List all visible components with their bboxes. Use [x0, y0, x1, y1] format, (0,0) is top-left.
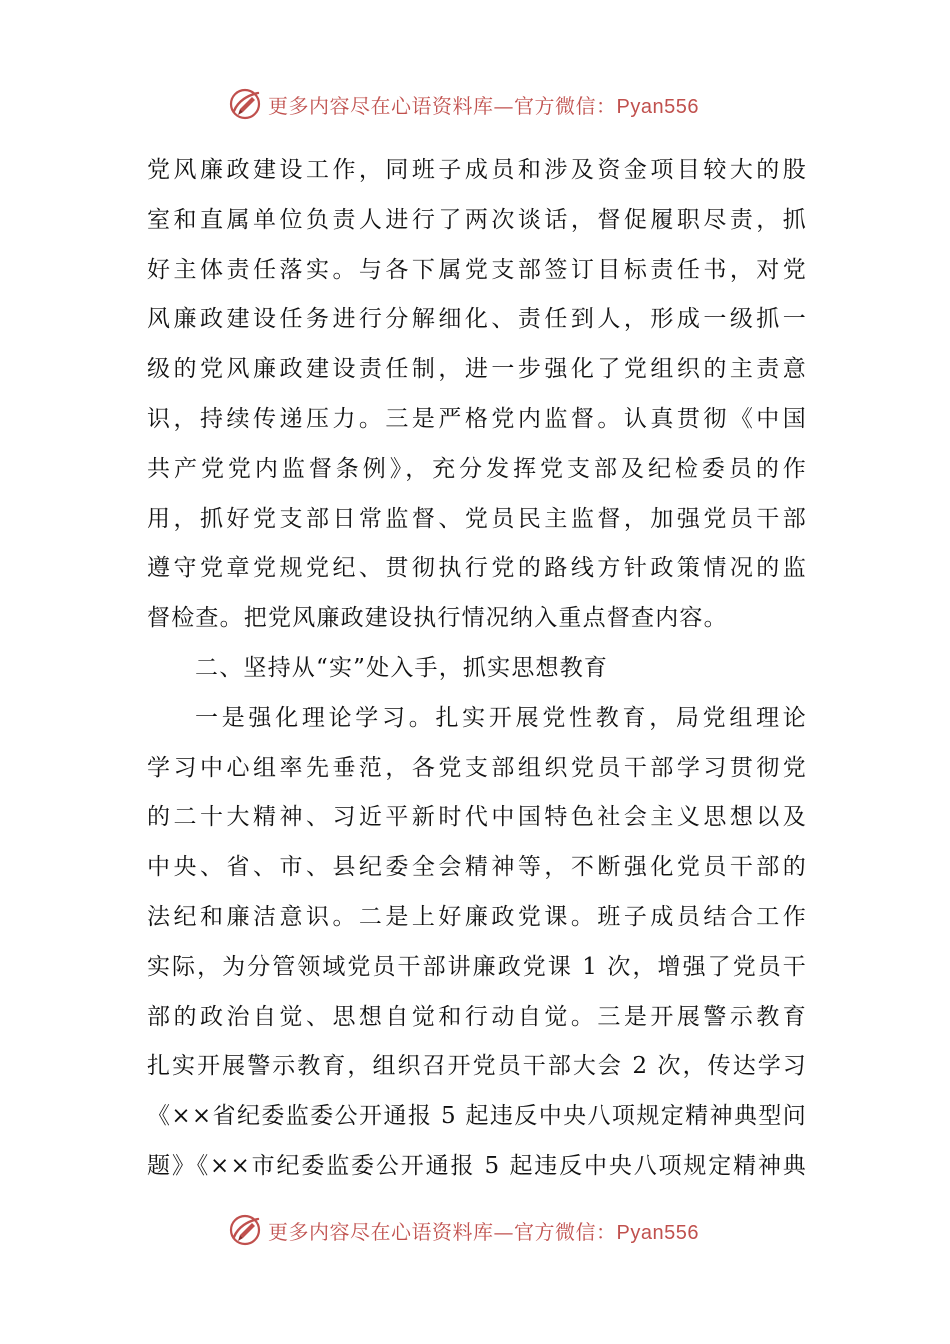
text-line: 的二十大精神、习近平新时代中国特色社会主义思想以及: [147, 804, 807, 831]
banner-wechat-id: Pyan556: [616, 95, 699, 118]
text-line: 室和直属单位负责人进行了两次谈话，督促履职尽责，抓: [147, 206, 807, 233]
text-line: 一是强化理论学习。扎实开展党性教育，局党组理论: [195, 704, 807, 731]
text-line: 法纪和廉洁意识。二是上好廉政党课。班子成员结合工作: [147, 903, 807, 930]
document-body: [147, 146, 807, 1192]
text-line: 督检查。把党风廉政建设执行情况纳入重点督查内容。: [147, 605, 728, 632]
text-line: 遵守党章党规党纪、贯彻执行党的路线方针政策情况的监: [147, 555, 807, 582]
text-line: 风廉政建设任务进行分解细化、责任到人，形成一级抓一: [147, 306, 807, 333]
text-line: 学习中心组率先垂范，各党支部组织党员干部学习贯彻党: [147, 754, 807, 781]
banner-dash: —: [493, 1219, 514, 1244]
pen-logo-icon: [228, 87, 262, 121]
text-line: 实际，为分管领域党员干部讲廉政党课 1 次，增强了党员干: [147, 953, 807, 980]
text-line: 部的政治自觉、思想自觉和行动自觉。三是开展警示教育: [147, 1003, 807, 1030]
text-line: 中央、省、市、县纪委全会精神等，不断强化党员干部的: [147, 854, 807, 881]
section-heading: 二、坚持从“实”处入手，抓实思想教育: [195, 654, 609, 681]
banner-wechat-label: 官方微信：: [514, 1219, 617, 1244]
banner-library-text: 更多内容尽在心语资料库: [268, 1219, 494, 1244]
header-watermark-banner: [0, 84, 950, 124]
banner-wechat-id: Pyan556: [616, 1221, 699, 1244]
footer-watermark-banner: [0, 1210, 950, 1250]
text-line: 党风廉政建设工作，同班子成员和涉及资金项目较大的股: [147, 157, 807, 183]
text-line: 好主体责任落实。与各下属党支部签订目标责任书，对党: [147, 256, 807, 283]
text-line: 识，持续传递压力。三是严格党内监督。认真贯彻《中国: [147, 405, 807, 432]
banner-library-text: 更多内容尽在心语资料库: [268, 93, 494, 118]
text-line: 扎实开展警示教育，组织召开党员干部大会 2 次，传达学习: [147, 1053, 807, 1080]
text-line: 级的党风廉政建设责任制，进一步强化了党组织的主责意: [147, 356, 807, 383]
text-line: 《××省纪委监委公开通报 5 起违反中央八项规定精神典型问: [147, 1103, 807, 1130]
text-line: 共产党党内监督条例》，充分发挥党支部及纪检委员的作: [147, 455, 807, 482]
text-line: 题》《××市纪委监委公开通报 5 起违反中央八项规定精神典: [147, 1152, 807, 1179]
banner-wechat-label: 官方微信：: [514, 93, 617, 118]
banner-dash: —: [493, 93, 514, 118]
pen-logo-icon: [228, 1213, 262, 1247]
text-line: 用，抓好党支部日常监督、党员民主监督，加强党员干部: [147, 505, 807, 532]
